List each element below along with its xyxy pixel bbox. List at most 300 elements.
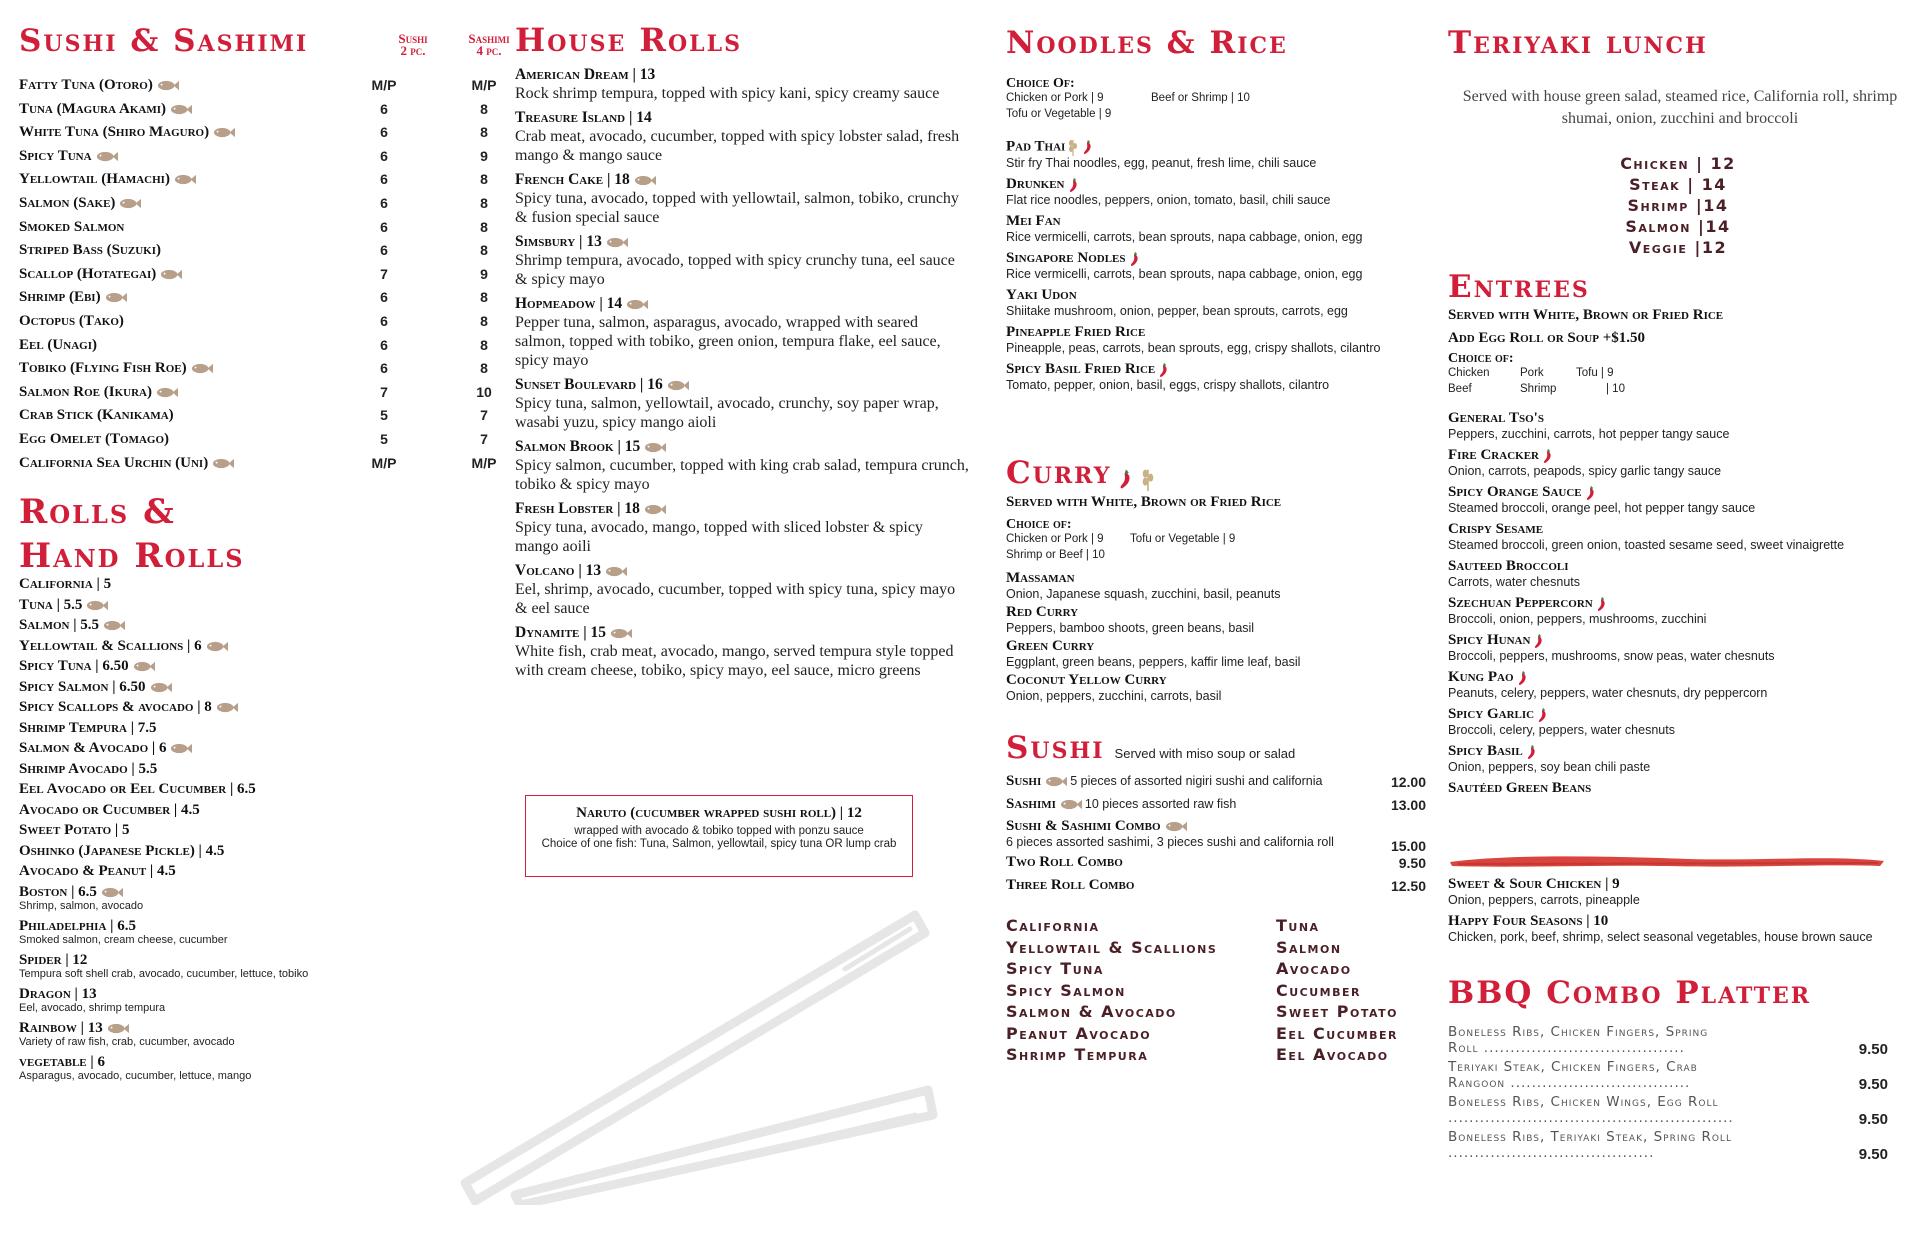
roll-name: Oshinko (Japanese Pickle) | 4.5: [19, 842, 225, 859]
combo-desc: 5 pieces of assorted nigiri sushi and california: [1070, 774, 1323, 788]
noodle-desc: Shiitake mushroom, onion, pepper, bean sprouts, carrots, egg: [1006, 304, 1348, 318]
rolls-title-line1: Rolls &: [19, 492, 176, 532]
sushi-item-name: Salmon Roe (Ikura): [19, 384, 178, 401]
chili-icon: [1118, 468, 1134, 490]
fish-icon: [1060, 799, 1082, 810]
combo-roll-choice: Salmon: [1276, 937, 1342, 957]
curry-name: Red Curry: [1006, 604, 1079, 620]
combo-item: [1006, 818, 1426, 854]
house-roll-name: Volcano | 13: [515, 562, 970, 580]
naruto-desc-1: wrapped with avocado & tobiko topped with ponzu sauce: [574, 825, 864, 837]
sashimi-price: M/P: [471, 454, 497, 471]
sashimi-price: 8: [480, 312, 488, 329]
entree-item: [1448, 876, 1908, 907]
entree-item: [1448, 913, 1908, 944]
sashimi-price: 8: [480, 171, 488, 188]
entree-desc: Onion, peppers, carrots, pineapple: [1448, 893, 1640, 907]
bbq-item-line1: Boneless Ribs, Chicken Wings, Egg Roll: [1448, 1094, 1719, 1110]
roll-item: [19, 638, 439, 655]
house-rolls-title: House Rolls: [515, 21, 742, 59]
noodles-choice-label: Choice Of:: [1006, 76, 1075, 91]
chili-icon: [1526, 744, 1538, 760]
naruto-name: Naruto (cucumber wrapped sushi roll) | 12: [576, 805, 862, 821]
noodle-name: Mei Fan: [1006, 213, 1061, 229]
combo-roll-choice: Eel Avocado: [1276, 1045, 1389, 1064]
chili-icon: [1082, 139, 1094, 155]
combo-name: Sushi & Sashimi Combo: [1006, 818, 1426, 835]
combo-roll-choice: Tuna: [1276, 916, 1320, 935]
teriyaki-item: Steak | 14: [1629, 175, 1727, 194]
sushi-list: [19, 74, 519, 475]
entree-desc: Broccoli, peppers, mushrooms, snow peas, water chesnuts: [1448, 649, 1775, 663]
entree-item: [1448, 484, 1908, 515]
roll-desc: Eel, avocado, shrimp tempura: [19, 1001, 166, 1014]
curry-choice-chicken-pork: Chicken or Pork | 9: [1006, 533, 1104, 545]
sushi-item-name: Smoked Salmon: [19, 218, 125, 235]
house-roll-desc: Spicy tuna, salmon, yellowtail, avocado, crunchy, soy paper wrap, wasabi yuzu, spicy mango aioli: [515, 395, 939, 431]
fish-icon: [610, 628, 632, 639]
sushi-item-name: Striped Bass (Suzuki): [19, 242, 161, 259]
house-roll-desc: Spicy salmon, cucumber, topped with king crab salad, tempura crunch, tobiko & spicy mayo: [515, 457, 969, 493]
entree-desc: Peppers, zucchini, carrots, hot pepper tangy sauce: [1448, 427, 1730, 441]
sushi-price: 6: [380, 124, 388, 141]
entrees-choice-pork: Pork: [1520, 367, 1544, 379]
fish-icon: [174, 174, 196, 185]
house-roll-item: [515, 500, 970, 556]
sushi-price: M/P: [371, 454, 397, 471]
curry-item: [1006, 672, 1426, 703]
roll-item: [19, 720, 439, 737]
fish-icon: [605, 566, 627, 577]
roll-name: Eel Avocado or Eel Cucumber | 6.5: [19, 781, 256, 797]
fish-icon: [107, 1023, 129, 1034]
house-roll-item: [515, 171, 970, 227]
roll-name: Salmon & Avocado | 6: [19, 740, 439, 757]
house-roll-name: American Dream | 13: [515, 66, 656, 83]
entree-item: [1448, 595, 1908, 626]
curry-served: Served with White, Brown or Fried Rice: [1006, 494, 1282, 510]
roll-desc: Tempura soft shell crab, avocado, cucumber, lettuce, tobiko: [19, 967, 309, 980]
roll-item: [19, 597, 439, 614]
entree-name: General Tso's: [1448, 410, 1544, 426]
bbq-item-line2: Roll ......................................: [1448, 1041, 1685, 1055]
roll-item: [19, 679, 439, 696]
sushi-price: 6: [380, 171, 388, 188]
entree-desc: Peanuts, celery, peppers, water chesnuts, dry peppercorn: [1448, 686, 1768, 700]
teriyaki-item: Chicken | 12: [1620, 154, 1736, 173]
noodle-name: Yaki Udon: [1006, 287, 1077, 303]
curry-choice-shrimp-beef: Shrimp or Beef | 10: [1006, 549, 1105, 561]
fish-icon: [191, 363, 213, 374]
entree-item: [1448, 780, 1908, 797]
sashimi-price: 10: [476, 383, 492, 400]
sushi-price: 7: [380, 265, 388, 282]
combo-name: Sashimi: [1006, 796, 1056, 812]
sushi-item-name: Crab Stick (Kanikama): [19, 407, 174, 424]
combo-roll-choice: California: [1006, 916, 1100, 935]
combo-desc: 10 pieces assorted raw fish: [1084, 797, 1237, 811]
chili-icon: [1596, 596, 1608, 612]
house-roll-desc: Eel, shrimp, avocado, cucumber, topped with spicy tuna, spicy mayo & eel sauce: [515, 581, 956, 617]
roll-item: [19, 822, 439, 839]
entree-desc: Steamed broccoli, orange peel, hot pepper tangy sauce: [1448, 501, 1756, 515]
sushi-price: 6: [380, 100, 388, 117]
sushi-price: 6: [380, 289, 388, 306]
noodle-desc: Rice vermicelli, carrots, bean sprouts, napa cabbage, onion, egg: [1006, 267, 1363, 281]
fish-icon: [119, 198, 141, 209]
entrees-served: Served with White, Brown or Fried Rice: [1448, 307, 1724, 323]
bbq-price: 9.50: [1858, 1041, 1888, 1058]
combo-roll-choice: Spicy Tuna: [1006, 959, 1104, 978]
combo-name: Three Roll Combo: [1006, 877, 1135, 893]
chili-icon: [1533, 633, 1545, 649]
sashimi-price: 8: [480, 218, 488, 235]
sushi-combo-title: Sushi: [1006, 730, 1105, 766]
roll-name: Spider | 12: [19, 951, 88, 968]
sashimi-price: 8: [480, 124, 488, 141]
roll-name: Spicy Tuna | 6.50: [19, 658, 439, 675]
fish-icon: [170, 743, 192, 754]
sushi-item-name: Octopus (Tako): [19, 312, 124, 329]
entree-name: Sweet & Sour Chicken | 9: [1448, 876, 1620, 892]
entree-item: [1448, 743, 1908, 774]
combo-roll-choice: Peanut Avocado: [1006, 1023, 1152, 1043]
sushi-price: 6: [380, 312, 388, 329]
fish-icon: [644, 504, 666, 515]
house-roll-desc: Spicy tuna, avocado, topped with yellowtail, salmon, tobiko, crunchy & fusion special sauce: [515, 190, 959, 226]
fish-icon: [101, 887, 123, 898]
combo-roll-choice: Salmon & Avocado: [1006, 1002, 1177, 1021]
sushi-row: [19, 121, 519, 145]
entree-desc: Broccoli, celery, peppers, water chesnuts: [1448, 723, 1675, 737]
entree-name: Sauteed Broccoli: [1448, 558, 1569, 574]
curry-desc: Onion, peppers, zucchini, carrots, basil: [1006, 689, 1222, 703]
bbq-item: [1448, 1129, 1888, 1164]
entree-name: Spicy Orange Sauce: [1448, 484, 1908, 501]
combo-roll-choice: Eel Cucumber: [1276, 1023, 1399, 1043]
roll-item: [19, 740, 439, 757]
roll-item: [19, 658, 439, 675]
sushi-item-name: Spicy Tuna: [19, 148, 118, 165]
curry-list: [1006, 570, 1426, 706]
fish-icon: [634, 175, 656, 186]
bbq-item-line2: Rangoon ..................................: [1448, 1076, 1691, 1090]
bbq-price: 9.50: [1858, 1146, 1888, 1163]
combo-roll-choice: Shrimp Tempura: [1006, 1045, 1149, 1064]
combo-roll-choice: Spicy Salmon: [1006, 980, 1126, 1000]
wheat-icon: [1067, 138, 1079, 156]
fish-icon: [1165, 821, 1187, 832]
sushi-item-name: Tobiko (Flying Fish Roe): [19, 360, 213, 377]
sushi-item-name: Yellowtail (Hamachi): [19, 171, 196, 188]
sushi-item-name: White Tuna (Shiro Maguro): [19, 124, 235, 141]
house-rolls-list: [515, 60, 970, 683]
bbq-item-line2: .......................................: [1448, 1146, 1655, 1160]
curry-item: [1006, 638, 1426, 669]
roll-item: [19, 576, 439, 593]
house-roll-desc: Rock shrimp tempura, topped with spicy kani, spicy creamy sauce: [515, 85, 940, 102]
wheat-icon: [1140, 467, 1156, 491]
teriyaki-title: Teriyaki lunch: [1448, 25, 1708, 61]
curry-name: Green Curry: [1006, 638, 1095, 654]
bbq-item-line1: Boneless Ribs, Chicken Fingers, Spring: [1448, 1024, 1709, 1040]
roll-name: Yellowtail & Scallions | 6: [19, 638, 439, 655]
chili-icon: [1542, 448, 1554, 464]
noodle-desc: Pineapple, peas, carrots, bean sprouts, egg, crispy shallots, cilantro: [1006, 341, 1381, 355]
sushi-row: [19, 74, 519, 98]
rolls-title-line2: Hand Rolls: [19, 536, 245, 576]
entree-desc: Carrots, water chesnuts: [1448, 575, 1580, 589]
curry-desc: Onion, Japanese squash, zucchini, basil, peanuts: [1006, 587, 1281, 601]
house-roll-name: Sunset Boulevard | 16: [515, 376, 970, 394]
teriyaki-item: Veggie |12: [1628, 238, 1728, 257]
entrees-choice-shrimp: Shrimp: [1520, 383, 1557, 395]
fish-icon: [156, 387, 178, 398]
sushi-col-label: Sushi: [398, 31, 428, 46]
chopsticks-illustration: [325, 905, 945, 1205]
combo-price: 13.00: [1390, 797, 1426, 813]
teriyaki-list: [1598, 153, 1758, 258]
entrees-choice-tofu: Tofu | 9: [1576, 367, 1614, 379]
fish-icon: [1045, 776, 1067, 787]
roll-name: Boston | 6.5: [19, 884, 439, 901]
sushi-price: 6: [380, 336, 388, 353]
roll-name: Shrimp Avocado | 5.5: [19, 760, 158, 777]
house-roll-desc: Shrimp tempura, avocado, topped with spicy crunchy tuna, eel sauce & spicy mayo: [515, 252, 955, 288]
entree-item: [1448, 632, 1908, 663]
entree-item: [1448, 669, 1908, 700]
fish-icon: [157, 80, 179, 91]
noodle-item: [1006, 250, 1426, 281]
roll-desc: Smoked salmon, cream cheese, cucumber: [19, 933, 228, 946]
roll-desc: Asparagus, avocado, cucumber, lettuce, mango: [19, 1069, 252, 1082]
fish-icon: [213, 127, 235, 138]
teriyaki-desc: Served with house green salad, steamed rice, California roll, shrimp shumai, onion, zucchini and broccoli: [1462, 88, 1898, 127]
combo-roll-choice: Cucumber: [1276, 980, 1361, 1000]
roll-name: Avocado & Peanut | 4.5: [19, 863, 176, 879]
entree-item: [1448, 410, 1908, 441]
entrees-addon: Add Egg Roll or Soup +$1.50: [1448, 330, 1646, 346]
roll-name: vegetable | 6: [19, 1053, 105, 1070]
entree-desc: Onion, carrots, peapods, spicy garlic tangy sauce: [1448, 464, 1722, 478]
fish-icon: [212, 458, 234, 469]
entree-item: [1448, 558, 1908, 589]
fish-icon: [86, 600, 108, 611]
roll-name: Spicy Salmon | 6.50: [19, 679, 439, 696]
curry-choice-tofu-veg: Tofu or Vegetable | 9: [1130, 533, 1236, 545]
curry-item: [1006, 604, 1426, 635]
entree-name: Kung Pao: [1448, 669, 1908, 686]
curry-choice-label: Choice of:: [1006, 517, 1072, 532]
sushi-row: [19, 334, 519, 358]
roll-item: [19, 781, 439, 798]
naruto-desc-2: Choice of one fish: Tuna, Salmon, yellowtail, spicy tuna OR lump crab: [541, 838, 897, 850]
roll-name: California | 5: [19, 576, 112, 592]
bbq-item-line2: ......................................................: [1448, 1111, 1734, 1125]
entrees-choice-chicken: Chicken: [1448, 367, 1490, 379]
sushi-price: 6: [380, 360, 388, 377]
sushi-row: [19, 452, 519, 476]
chili-icon: [1158, 362, 1170, 378]
curry-desc: Eggplant, green beans, peppers, kaffir lime leaf, basil: [1006, 655, 1301, 669]
combo-rolls-right: [1276, 915, 1446, 1066]
sushi-row: [19, 286, 519, 310]
sushi-row: [19, 239, 519, 263]
roll-name: Avocado or Cucumber | 4.5: [19, 801, 200, 818]
entree-item: [1448, 706, 1908, 737]
entree-desc: Steamed broccoli, green onion, toasted sesame seed, sweet vinaigrette: [1448, 538, 1845, 552]
sushi-sashimi-title: Sushi & Sashimi: [19, 23, 309, 59]
sushi-row: [19, 381, 519, 405]
combo-item: [1006, 795, 1426, 817]
roll-desc: Variety of raw fish, crab, cucumber, avocado: [19, 1035, 235, 1048]
combo-rolls-left: [1006, 915, 1276, 1066]
sushi-price: 5: [380, 407, 388, 424]
combo-desc: 6 pieces assorted sashimi, 3 pieces sushi and california roll: [1006, 835, 1334, 849]
entree-name: Crispy Sesame: [1448, 521, 1544, 537]
sashimi-price: 8: [480, 336, 488, 353]
sushi-row: [19, 168, 519, 192]
bbq-item-line1: Teriyaki Steak, Chicken Fingers, Crab: [1448, 1059, 1698, 1075]
combo-item: [1006, 876, 1426, 898]
noodle-name: Singapore Nodles: [1006, 250, 1426, 267]
sushi-row: [19, 216, 519, 240]
entrees-after-list: [1448, 876, 1908, 950]
entree-name: Spicy Hunan: [1448, 632, 1908, 649]
entree-name: Happy Four Seasons | 10: [1448, 913, 1609, 929]
entree-item: [1448, 447, 1908, 478]
roll-name: Rainbow | 13: [19, 1020, 439, 1037]
noodle-desc: Rice vermicelli, carrots, bean sprouts, napa cabbage, onion, egg: [1006, 230, 1363, 244]
chili-icon: [1585, 485, 1597, 501]
entree-name: Spicy Basil: [1448, 743, 1908, 760]
roll-item: [19, 843, 439, 860]
roll-name: Philadelphia | 6.5: [19, 917, 136, 934]
chili-icon: [1129, 251, 1141, 267]
sushi-price: 6: [380, 218, 388, 235]
house-roll-name: Salmon Brook | 15: [515, 438, 970, 456]
house-roll-name: Simsbury | 13: [515, 233, 970, 251]
noodle-desc: Flat rice noodles, peppers, onion, tomato, basil, chili sauce: [1006, 193, 1331, 207]
sashimi-price: 9: [480, 265, 488, 282]
combo-name: Sushi: [1006, 773, 1042, 789]
house-roll-item: [515, 376, 970, 432]
sushi-item-name: California Sea Urchin (Uni): [19, 455, 234, 472]
entree-item: [1448, 521, 1908, 552]
sushi-item-name: Scallop (Hotategai): [19, 266, 182, 283]
house-roll-item: [515, 233, 970, 289]
roll-item: [19, 699, 439, 716]
sushi-item-name: Egg Omelet (Tomago): [19, 430, 170, 447]
entrees-list: [1448, 410, 1908, 799]
house-roll-desc: Crab meat, avocado, cucumber, topped with spicy lobster salad, fresh mango & mango sauce: [515, 128, 960, 164]
fish-icon: [103, 620, 125, 631]
noodle-name: Spicy Basil Fried Rice: [1006, 361, 1426, 378]
roll-item: [19, 863, 439, 880]
house-roll-name: Fresh Lobster | 18: [515, 500, 970, 518]
curry-desc: Peppers, bamboo shoots, green beans, basil: [1006, 621, 1255, 635]
combo-price: 12.00: [1390, 774, 1426, 790]
roll-name: Shrimp Tempura | 7.5: [19, 719, 157, 736]
combo-roll-choice: Avocado: [1276, 959, 1352, 978]
house-roll-name: Treasure Island | 14: [515, 109, 652, 126]
house-roll-item: [515, 624, 970, 680]
sushi-row: [19, 357, 519, 381]
fish-icon: [644, 442, 666, 453]
noodles-choice-tofu-veg: Tofu or Vegetable | 9: [1006, 108, 1112, 120]
entree-name: Sautéed Green Beans: [1448, 780, 1592, 796]
sushi-row: [19, 404, 519, 428]
noodles-choice-beef-shrimp: Beef or Shrimp | 10: [1151, 92, 1250, 104]
noodle-desc: Tomato, pepper, onion, basil, eggs, crispy shallots, cilantro: [1006, 378, 1330, 392]
sushi-price: 6: [380, 194, 388, 211]
house-roll-desc: Spicy tuna, avocado, mango, topped with sliced lobster & spicy mango aoili: [515, 519, 923, 555]
noodle-desc: Stir fry Thai noodles, egg, peanut, fresh lime, chili sauce: [1006, 156, 1317, 170]
curry-item: [1006, 570, 1426, 601]
sashimi-price: 7: [480, 430, 488, 447]
fish-icon: [667, 380, 689, 391]
fish-icon: [105, 292, 127, 303]
roll-name: Spicy Scallops & avocado | 8: [19, 699, 439, 716]
noodles-title: Noodles & Rice: [1006, 25, 1288, 61]
curry-name: Coconut Yellow Curry: [1006, 672, 1167, 688]
curry-title-row: [1006, 455, 1156, 491]
roll-name: Tuna | 5.5: [19, 597, 439, 614]
sushi-item-name: Eel (Unagi): [19, 336, 97, 353]
entrees-title: Entrees: [1448, 269, 1590, 305]
bbq-item: [1448, 1059, 1888, 1094]
sushi-price: M/P: [371, 77, 397, 93]
entree-name: Spicy Garlic: [1448, 706, 1908, 723]
sushi-row: [19, 428, 519, 452]
house-roll-item: [515, 562, 970, 618]
bbq-price: 9.50: [1858, 1111, 1888, 1128]
fish-icon: [150, 682, 172, 693]
roll-item: [19, 617, 439, 634]
fish-icon: [96, 151, 118, 162]
brush-stroke-divider: [1448, 850, 1888, 872]
sushi-combo-list: [1006, 772, 1426, 899]
fish-icon: [216, 702, 238, 713]
curry-title: Curry: [1006, 455, 1112, 491]
naruto-box: [525, 795, 913, 877]
fish-icon: [206, 641, 228, 652]
noodle-item: [1006, 213, 1426, 244]
entree-name: Szechuan Peppercorn: [1448, 595, 1908, 612]
roll-name: Sweet Potato | 5: [19, 822, 130, 838]
noodle-item: [1006, 138, 1426, 170]
house-roll-item: [515, 66, 970, 103]
sashimi-price: 8: [480, 242, 488, 259]
house-roll-name: Dynamite | 15: [515, 624, 970, 642]
roll-name: Dragon | 13: [19, 985, 97, 1002]
sushi-combo-subtitle: Served with miso soup or salad: [1114, 746, 1296, 761]
combo-item: [1006, 853, 1426, 875]
fish-icon: [606, 237, 628, 248]
sushi-price: 7: [380, 383, 388, 400]
house-roll-desc: Pepper tuna, salmon, asparagus, avocado, wrapped with seared salmon, topped with tobiko, green onion, tempura flake, eel sauce, spicy mayo: [515, 314, 941, 369]
sashimi-col-count: 4 pc.: [476, 43, 502, 58]
bbq-item-line1: Boneless Ribs, Teriyaki Steak, Spring Roll: [1448, 1129, 1732, 1145]
combo-price: 9.50: [1398, 855, 1426, 871]
sushi-price: 5: [380, 430, 388, 447]
noodle-item: [1006, 176, 1426, 207]
teriyaki-item: Salmon |14: [1625, 217, 1731, 236]
entrees-choice-beef: Beef: [1448, 383, 1472, 395]
chili-icon: [1068, 177, 1080, 193]
teriyaki-item: Shrimp |14: [1627, 196, 1729, 215]
house-roll-name: Hopmeadow | 14: [515, 295, 970, 313]
